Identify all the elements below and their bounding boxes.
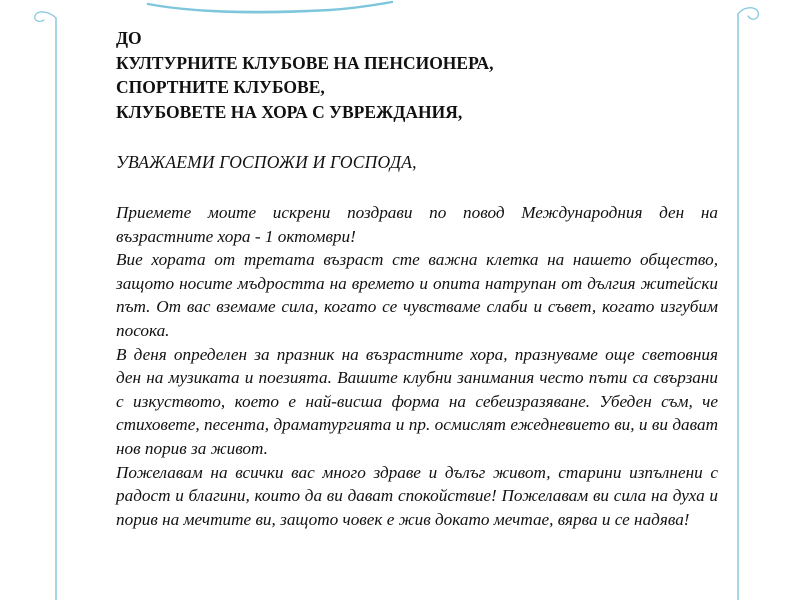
addressee-line: СПОРТНИТЕ КЛУБОВЕ, xyxy=(116,77,325,97)
letter-body xyxy=(116,201,718,531)
letter xyxy=(116,26,718,531)
addressee-line: КЛУБОВЕТЕ НА ХОРА С УВРЕЖДАНИЯ, xyxy=(116,101,463,122)
addressee-line: КУЛТУРНИТЕ КЛУБОВЕ НА ПЕНСИОНЕРА, xyxy=(116,52,494,73)
paragraph: Приемете моите искрени поздрави по повод Международния ден на възрастните хора - 1 октомври! xyxy=(116,203,718,246)
frame-right-curl xyxy=(738,8,758,19)
addressee-block xyxy=(116,26,718,124)
addressee-line: ДО xyxy=(116,28,142,48)
paragraph: Вие хората от третата възраст сте важна клетка на нашето общество, защото носите мъдростта на времето и опита натрупан от дългия житейски път. От вас вземаме сила, когато се чувстваме слаби и съвет, когато изгубим посока. xyxy=(116,250,718,340)
frame-left-curl xyxy=(35,12,56,22)
frame-top-flourish xyxy=(148,2,392,12)
paragraph: Пожелавам на всички вас много здраве и дълъг живот, старини изпълнени с радост и благини, които да ви дават спокойствие! Пожелавам ви сила на духа и порив на мечтите ви, защото човек е жив докато мечтае, вярва и се надява! xyxy=(116,462,718,529)
paragraph: В деня определен за празник на възрастните хора, празнуваме още световния ден на музиката и поезията. Вашите клубни занимания често пъти са свързани с изкуството, което е най-висша форма на себеизразяване. Убеден съм, че стиховете, песента, драматургията и пр. осмислят ежедневието ви, и ви дават нов порив за живот. xyxy=(116,344,718,458)
salutation: УВАЖАЕМИ ГОСПОЖИ И ГОСПОДА, xyxy=(116,152,417,172)
